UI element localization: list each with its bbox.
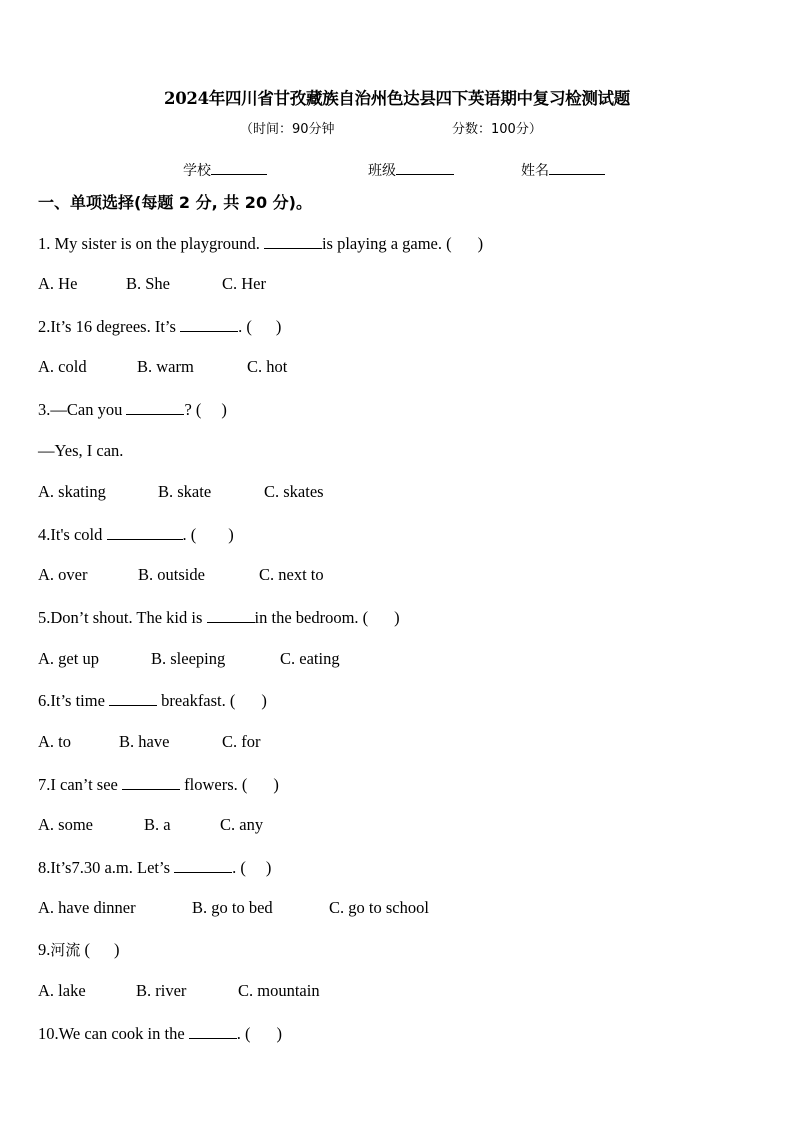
page-title: 2024年四川省甘孜藏族自治州色达县四下英语期中复习检测试题 bbox=[164, 89, 630, 108]
answer-blank bbox=[126, 399, 184, 415]
option-c: C. hot bbox=[247, 357, 288, 376]
option-b: B. skate bbox=[158, 482, 212, 501]
answer-blank bbox=[264, 233, 322, 249]
question-paren: ) bbox=[275, 317, 282, 336]
question-text: . ( bbox=[232, 858, 246, 877]
option-a: A. get up bbox=[38, 649, 99, 668]
question-text: breakfast. ( bbox=[157, 691, 236, 710]
option-a: A. have dinner bbox=[38, 898, 136, 917]
class-blank bbox=[396, 160, 454, 175]
option-c: C. go to school bbox=[329, 898, 429, 917]
question-5 bbox=[38, 607, 400, 628]
school-field bbox=[183, 160, 267, 180]
option-b: B. warm bbox=[137, 357, 194, 376]
option-c: C. skates bbox=[264, 482, 324, 501]
question-text: . ( bbox=[238, 317, 252, 336]
exam-score: 分数：100分） bbox=[452, 122, 542, 137]
option-a: A. He bbox=[38, 274, 78, 293]
question-paren: ) bbox=[221, 400, 227, 419]
answer-line-3: —Yes, I can. bbox=[38, 441, 124, 460]
question-text: 6.It’s time bbox=[38, 691, 110, 710]
option-b: B. sleeping bbox=[151, 649, 226, 668]
answer-blank bbox=[207, 607, 255, 623]
class-field bbox=[368, 160, 454, 180]
option-c: C. next to bbox=[259, 565, 324, 584]
exam-time: （时间：90分钟 bbox=[240, 122, 335, 137]
question-text: ( bbox=[80, 940, 91, 959]
question-text: 1. My sister is on the playground. bbox=[38, 234, 264, 253]
question-text: . ( bbox=[182, 525, 197, 544]
school-blank bbox=[211, 160, 267, 175]
question-text: 8.It’s7.30 a.m. Let’s bbox=[38, 858, 175, 877]
question-8 bbox=[38, 857, 271, 878]
option-b: B. a bbox=[144, 815, 171, 834]
question-2 bbox=[38, 316, 281, 337]
name-blank bbox=[549, 160, 605, 175]
question-4 bbox=[38, 524, 234, 545]
question-6 bbox=[38, 690, 267, 711]
question-text: ? ( bbox=[184, 400, 202, 419]
question-paren: ) bbox=[394, 608, 400, 627]
question-paren: ) bbox=[276, 1024, 283, 1043]
option-b: B. go to bed bbox=[192, 898, 273, 917]
question-text: is playing a game. ( bbox=[321, 234, 452, 253]
answer-blank bbox=[107, 524, 183, 540]
answer-blank bbox=[180, 316, 238, 332]
question-paren: ) bbox=[265, 858, 272, 877]
question-paren: ) bbox=[261, 691, 267, 710]
option-b: B. have bbox=[119, 732, 170, 751]
question-paren: ) bbox=[228, 525, 234, 544]
option-a: A. over bbox=[38, 565, 88, 584]
question-text: 4.It's cold bbox=[38, 525, 107, 544]
question-paren: ) bbox=[114, 940, 120, 959]
answer-blank bbox=[122, 774, 180, 790]
question-text: 7.I can’t see bbox=[38, 775, 122, 794]
question-9 bbox=[38, 940, 120, 960]
option-a: A. to bbox=[38, 732, 71, 751]
name-field bbox=[521, 160, 605, 180]
answer-blank bbox=[109, 690, 157, 706]
question-text-cjk: 河流 bbox=[50, 941, 81, 959]
option-b: B. She bbox=[126, 274, 171, 293]
option-b: B. river bbox=[136, 981, 187, 1000]
question-paren: ) bbox=[477, 234, 484, 253]
answer-blank bbox=[174, 857, 232, 873]
name-label: 姓名 bbox=[521, 163, 549, 179]
question-text: 9. bbox=[38, 940, 51, 959]
class-label: 班级 bbox=[368, 163, 396, 179]
option-a: A. skating bbox=[38, 482, 106, 501]
question-7 bbox=[38, 774, 279, 795]
section-heading: 一、单项选择(每题 2 分, 共 20 分)。 bbox=[38, 193, 312, 212]
option-a: A. cold bbox=[38, 357, 87, 376]
option-c: C. for bbox=[222, 732, 261, 751]
question-text: 10.We can cook in the bbox=[38, 1024, 189, 1043]
option-c: C. Her bbox=[222, 274, 266, 293]
option-c: C. eating bbox=[280, 649, 340, 668]
question-paren: ) bbox=[273, 775, 279, 794]
answer-blank bbox=[189, 1023, 237, 1039]
option-b: B. outside bbox=[138, 565, 205, 584]
option-a: A. lake bbox=[38, 981, 86, 1000]
question-text: 5.Don’t shout. The kid is bbox=[38, 608, 207, 627]
question-3 bbox=[38, 399, 227, 420]
option-c: C. any bbox=[220, 815, 264, 834]
question-text: 3.—Can you bbox=[38, 400, 127, 419]
question-text: . ( bbox=[236, 1024, 251, 1043]
school-label: 学校 bbox=[183, 163, 211, 179]
option-c: C. mountain bbox=[238, 981, 320, 1000]
question-text: in the bedroom. ( bbox=[254, 608, 369, 627]
question-10 bbox=[38, 1023, 282, 1044]
question-1 bbox=[38, 233, 483, 254]
question-text: flowers. ( bbox=[180, 775, 248, 794]
question-text: 2.It’s 16 degrees. It’s bbox=[38, 317, 181, 336]
option-a: A. some bbox=[38, 815, 93, 834]
